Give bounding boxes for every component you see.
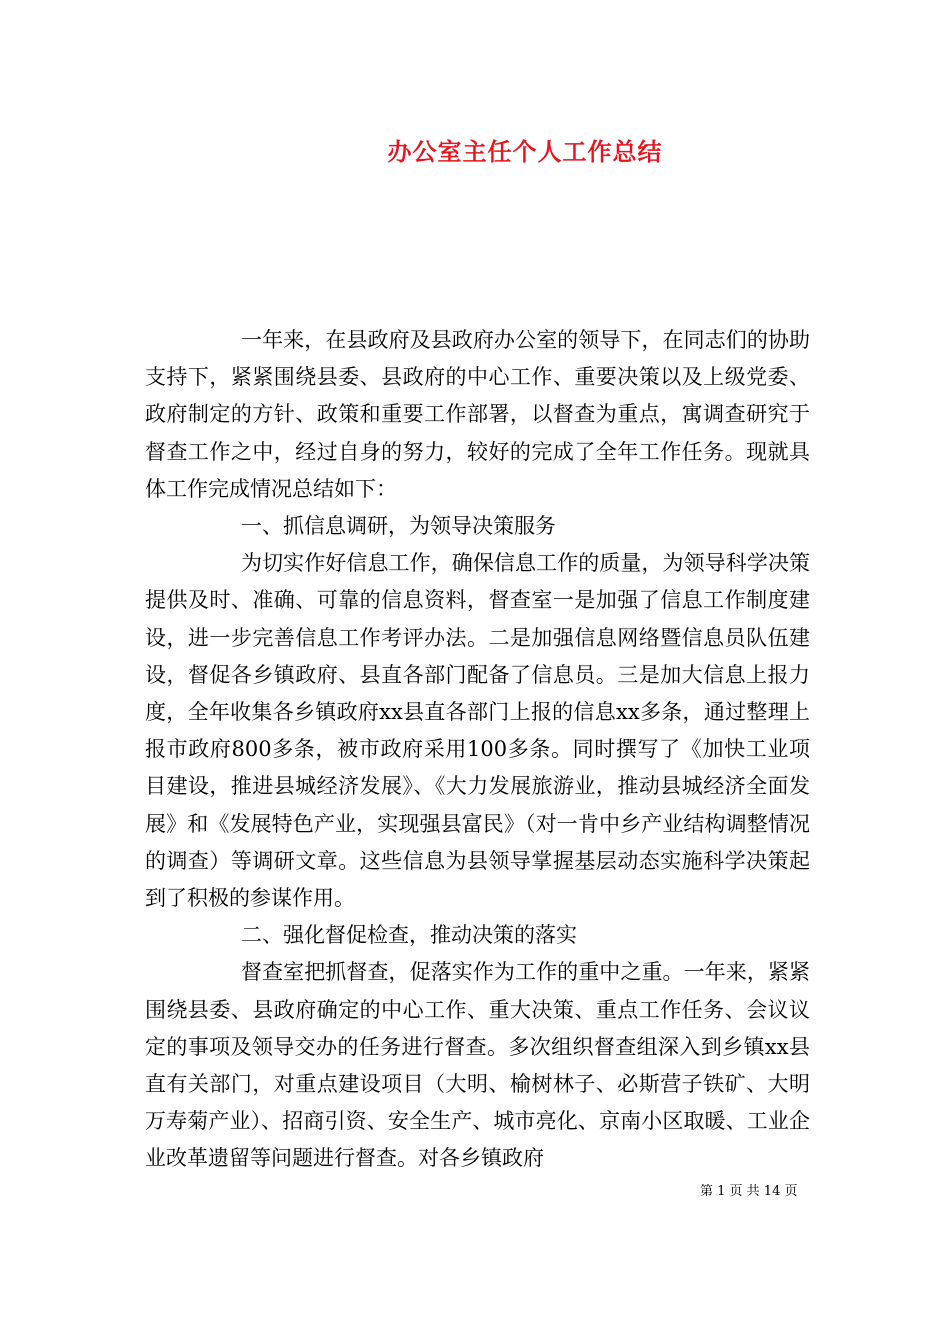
document-body <box>145 322 810 1178</box>
document-title: 办公室主任个人工作总结 <box>387 137 663 166</box>
intro-paragraph: 一年来，在县政府及县政府办公室的领导下，在同志们的协助支持下，紧紧围绕县委、县政府的中心工作、重要决策以及上级党委、政府制定的方针、政策和重要工作部署，以督查为重点，寓调查研究于督查工作之中，经过自身的努力，较好的完成了全年工作任务。现就具体工作完成情况总结如下： <box>145 328 810 501</box>
section-paragraph-2: 督查室把抓督查，促落实作为工作的重中之重。一年来，紧紧围绕县委、县政府确定的中心工作、重大决策、重点工作任务、会议议定的事项及领导交办的任务进行督查。多次组织督查组深入到乡镇xx县直有关部门，对重点建设项目（大明、榆树林子、必斯营子铁矿、大明万寿菊产业）、招商引资、安全生产、城市亮化、京南小区取暖、工业企业改革遗留等问题进行督查。对各乡镇政府 <box>145 960 810 1171</box>
section-paragraph-1: 为切实作好信息工作，确保信息工作的质量，为领导科学决策提供及时、准确、可靠的信息资料，督查室一是加强了信息工作制度建设，进一步完善信息工作考评办法。二是加强信息网络暨信息员队伍建设，督促各乡镇政府、县直各部门配备了信息员。三是加大信息上报力度，全年收集各乡镇政府xx县直各部门上报的信息xx多条，通过整理上报市政府800多条，被市政府采用100多条。同时撰写了《加快工业项目建设，推进县城经济发展》、《大力发展旅游业，推动县城经济全面发展》和《发展特色产业，实现强县富民》（对一肯中乡产业结构调整情况的调查）等调研文章。这些信息为县领导掌握基层动态实施科学决策起到了积极的参谋作用。 <box>145 551 810 911</box>
page-number-footer: 第 1 页 共 14 页 <box>700 1184 798 1199</box>
section-heading-2: 二、强化督促检查，推动决策的落实 <box>241 923 577 948</box>
section-heading-1: 一、抓信息调研，为领导决策服务 <box>241 514 556 539</box>
